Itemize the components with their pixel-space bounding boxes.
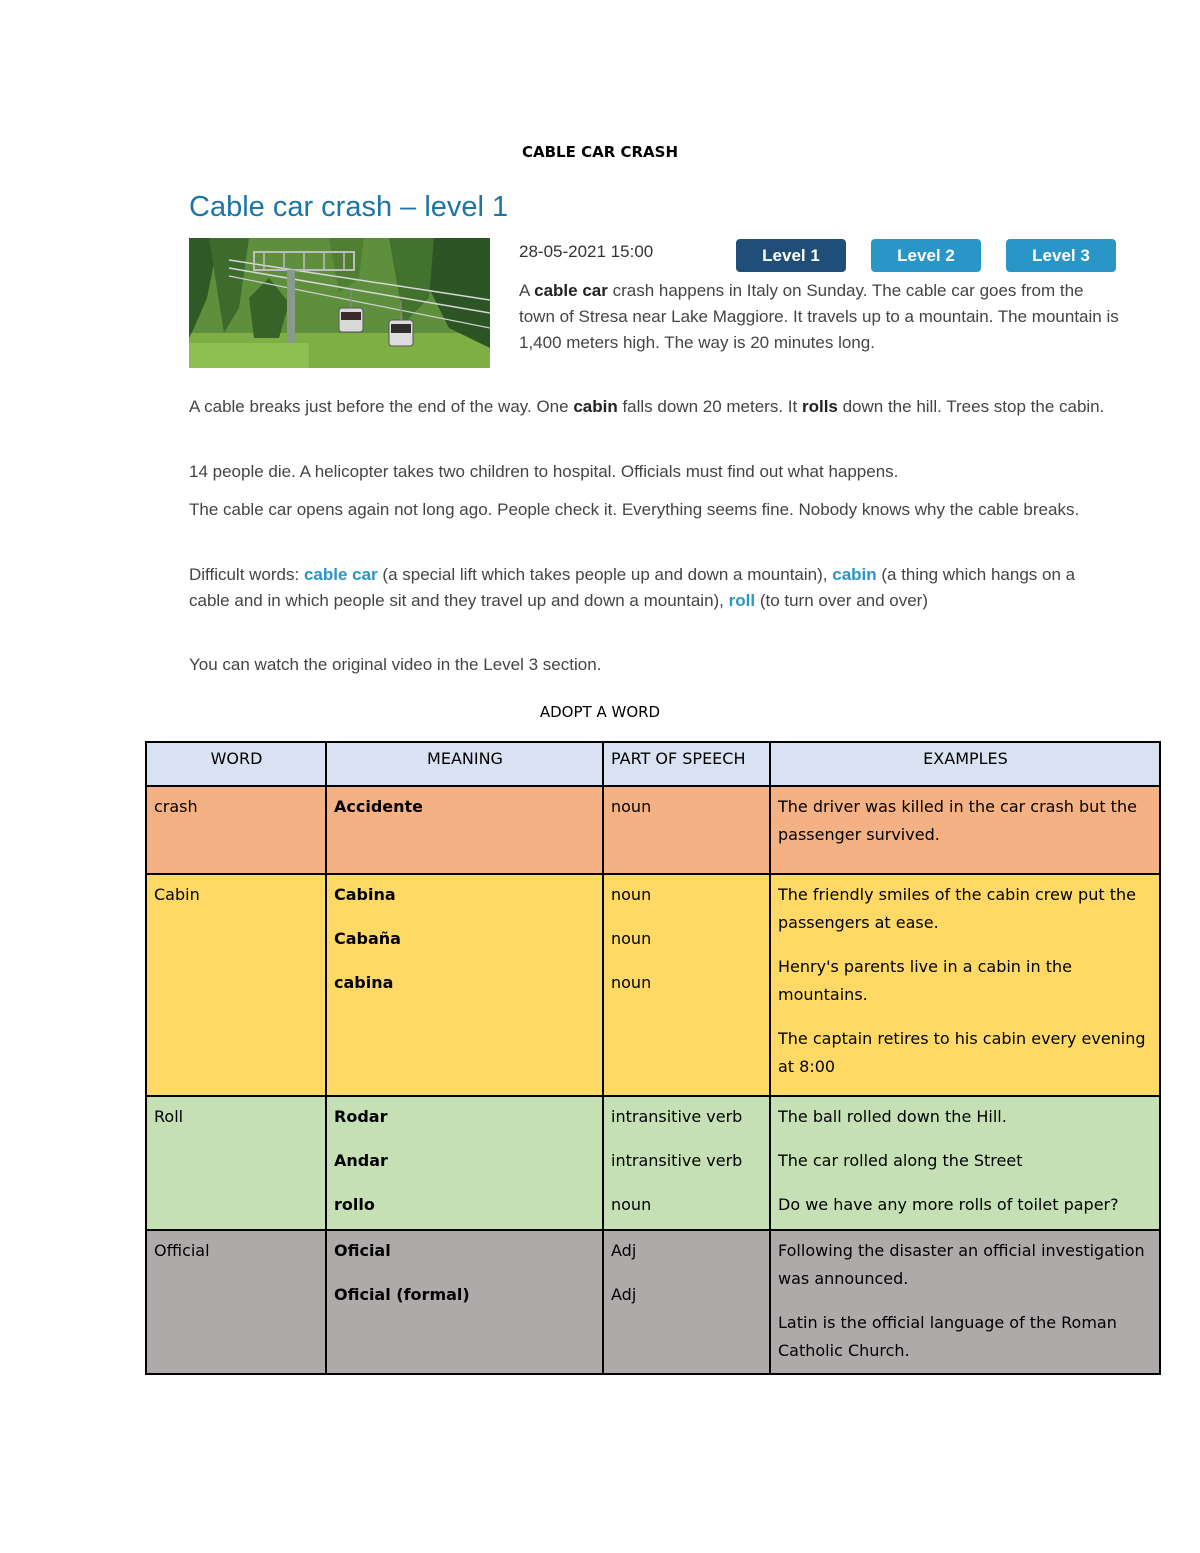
article-title: Cable car crash – level 1 <box>189 191 509 223</box>
level-2-button[interactable]: Level 2 <box>871 239 981 272</box>
bold-term: cable car <box>534 281 608 300</box>
header-part-of-speech: PART OF SPEECH <box>603 742 770 786</box>
meaning-cell <box>326 1096 603 1230</box>
meaning-cell <box>326 1230 603 1374</box>
text-segment: (a thing which hangs on a cable and in which people sit and they travel up and down a mountain), <box>189 565 1076 610</box>
pos-cell <box>603 786 770 874</box>
meaning: Cabaña <box>334 929 401 948</box>
page-heading: CABLE CAR CRASH <box>522 143 678 161</box>
meaning: Accidente <box>334 797 424 816</box>
pos-cell <box>603 1096 770 1230</box>
text-segment: down the hill. Trees stop the cabin. <box>837 397 1105 416</box>
difficult-words-paragraph <box>189 562 1119 614</box>
cable-car-photo <box>189 238 490 368</box>
word: Roll <box>154 1107 184 1126</box>
article-paragraph-3: 14 people die. A helicopter takes two children to hospital. Officials must find out what happens. <box>189 462 899 481</box>
meaning: Rodar <box>334 1107 388 1126</box>
text-segment: Difficult words: <box>189 565 304 584</box>
example-sentence: The captain retires to his cabin every evening at 8:00 <box>778 1029 1146 1076</box>
part-of-speech: noun <box>611 1195 652 1214</box>
header-word: WORD <box>146 742 326 786</box>
header-meaning: MEANING <box>326 742 603 786</box>
article-paragraph-4: The cable car opens again not long ago. People check it. Everything seems fine. Nobody knows why the cable breaks. <box>189 500 1080 519</box>
article-paragraph-1 <box>519 278 1119 356</box>
pos-cell <box>603 1230 770 1374</box>
word-cell <box>146 1230 326 1374</box>
meaning: Oficial (formal) <box>334 1285 470 1304</box>
table-header-row <box>146 742 1160 786</box>
table-row <box>146 1096 1160 1230</box>
level-3-button[interactable]: Level 3 <box>1006 239 1116 272</box>
part-of-speech: intransitive verb <box>611 1151 743 1170</box>
example-sentence: The friendly smiles of the cabin crew put the passengers at ease. <box>778 885 1136 932</box>
part-of-speech: noun <box>611 973 652 992</box>
part-of-speech: intransitive verb <box>611 1107 743 1126</box>
text-segment: crash happens in Italy on Sunday. The cable car goes from the town of Stresa near Lake Maggiore. It travels up to a mountain. The mountain is 1,400 meters high. The way is 20 minutes long. <box>519 281 1119 352</box>
example-sentence: Following the disaster an official investigation was announced. <box>778 1241 1145 1288</box>
text-segment: falls down 20 meters. It <box>617 397 802 416</box>
examples-cell <box>770 874 1160 1096</box>
table-row <box>146 1230 1160 1374</box>
meaning: rollo <box>334 1195 375 1214</box>
bold-term: cabin <box>573 397 618 416</box>
text-segment: A cable breaks just before the end of the way. One <box>189 397 574 416</box>
part-of-speech: Adj <box>611 1285 637 1304</box>
vocabulary-table <box>145 741 1161 1375</box>
meaning: Andar <box>334 1151 388 1170</box>
word-cell <box>146 786 326 874</box>
part-of-speech: noun <box>611 885 652 904</box>
part-of-speech: noun <box>611 797 652 816</box>
text-segment: A <box>519 281 535 300</box>
keyword-link[interactable]: cable car <box>303 565 378 584</box>
meaning-cell <box>326 786 603 874</box>
word-cell <box>146 1096 326 1230</box>
level-1-button[interactable]: Level 1 <box>736 239 846 272</box>
bold-term: rolls <box>801 397 838 416</box>
examples-cell <box>770 786 1160 874</box>
examples-cell <box>770 1230 1160 1374</box>
example-sentence: The car rolled along the Street <box>778 1151 1023 1170</box>
example-sentence: The ball rolled down the Hill. <box>778 1107 1007 1126</box>
example-sentence: The driver was killed in the car crash but the passenger survived. <box>778 797 1137 844</box>
keyword-link[interactable]: cabin <box>832 565 877 584</box>
part-of-speech: noun <box>611 929 652 948</box>
text-segment: (to turn over and over) <box>755 591 929 610</box>
word: Cabin <box>154 885 200 904</box>
article-paragraph-2 <box>189 394 1109 420</box>
meaning-cell <box>326 874 603 1096</box>
word: crash <box>154 797 198 816</box>
adopt-a-word-heading: ADOPT A WORD <box>539 703 661 721</box>
table-row <box>146 874 1160 1096</box>
example-sentence: Henry's parents live in a cabin in the mountains. <box>778 957 1072 1004</box>
meaning: cabina <box>334 973 394 992</box>
example-sentence: Latin is the official language of the Roman Catholic Church. <box>778 1313 1117 1360</box>
word: Official <box>154 1241 210 1260</box>
article-date: 28-05-2021 15:00 <box>519 242 654 261</box>
part-of-speech: Adj <box>611 1241 637 1260</box>
keyword-link[interactable]: roll <box>728 591 756 610</box>
pos-cell <box>603 874 770 1096</box>
example-sentence: Do we have any more rolls of toilet paper? <box>778 1195 1119 1214</box>
examples-cell <box>770 1096 1160 1230</box>
text-segment: (a special lift which takes people up and down a mountain), <box>377 565 833 584</box>
article-paragraph-video: You can watch the original video in the Level 3 section. <box>189 655 602 674</box>
word-cell <box>146 874 326 1096</box>
table-row <box>146 786 1160 874</box>
meaning: Oficial <box>334 1241 391 1260</box>
header-examples: EXAMPLES <box>770 742 1160 786</box>
meaning: Cabina <box>334 885 396 904</box>
